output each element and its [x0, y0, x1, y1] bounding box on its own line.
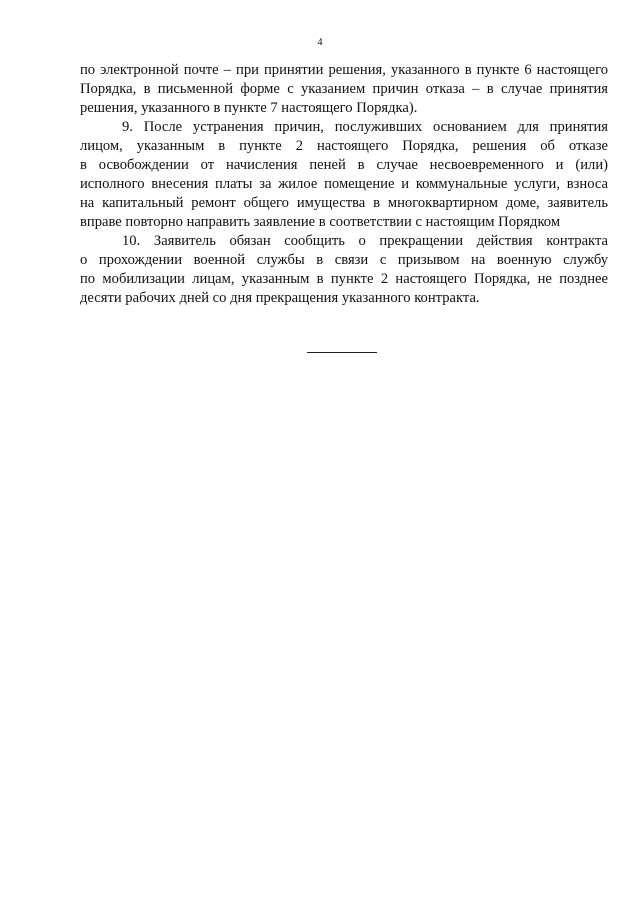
text-line: лицом, указанным в пункте 2 настоящего Порядка, решения об отказе — [80, 138, 608, 154]
page-number: 4 — [317, 37, 323, 48]
end-of-document-rule — [307, 352, 377, 353]
text-line: на капитальный ремонт общего имущества в многоквартирном доме, заявитель — [80, 195, 608, 211]
text-line: вправе повторно направить заявление в соответствии с настоящим Порядком — [80, 214, 561, 230]
text-line: 9. После устранения причин, послуживших основанием для принятия — [122, 119, 608, 135]
text-line: десяти рабочих дней со дня прекращения указанного контракта. — [80, 290, 480, 306]
text-line: исполного внесения платы за жилое помещение и коммунальные услуги, взноса — [80, 176, 608, 192]
text-line: по электронной почте – при принятии решения, указанного в пункте 6 настоящего — [80, 62, 608, 78]
text-line: по мобилизации лицам, указанным в пункте 2 настоящего Порядка, не позднее — [80, 271, 608, 287]
text-line: в освобождении от начисления пеней в случае несвоевременного и (или) — [80, 157, 608, 173]
text-line: 10. Заявитель обязан сообщить о прекращении действия контракта — [122, 233, 608, 249]
text-line: о прохождении военной службы в связи с призывом на военную службу — [80, 252, 608, 268]
text-line: Порядка, в письменной форме с указанием причин отказа – в случае принятия — [80, 81, 608, 97]
text-line: решения, указанного в пункте 7 настоящего Порядка). — [80, 100, 418, 116]
